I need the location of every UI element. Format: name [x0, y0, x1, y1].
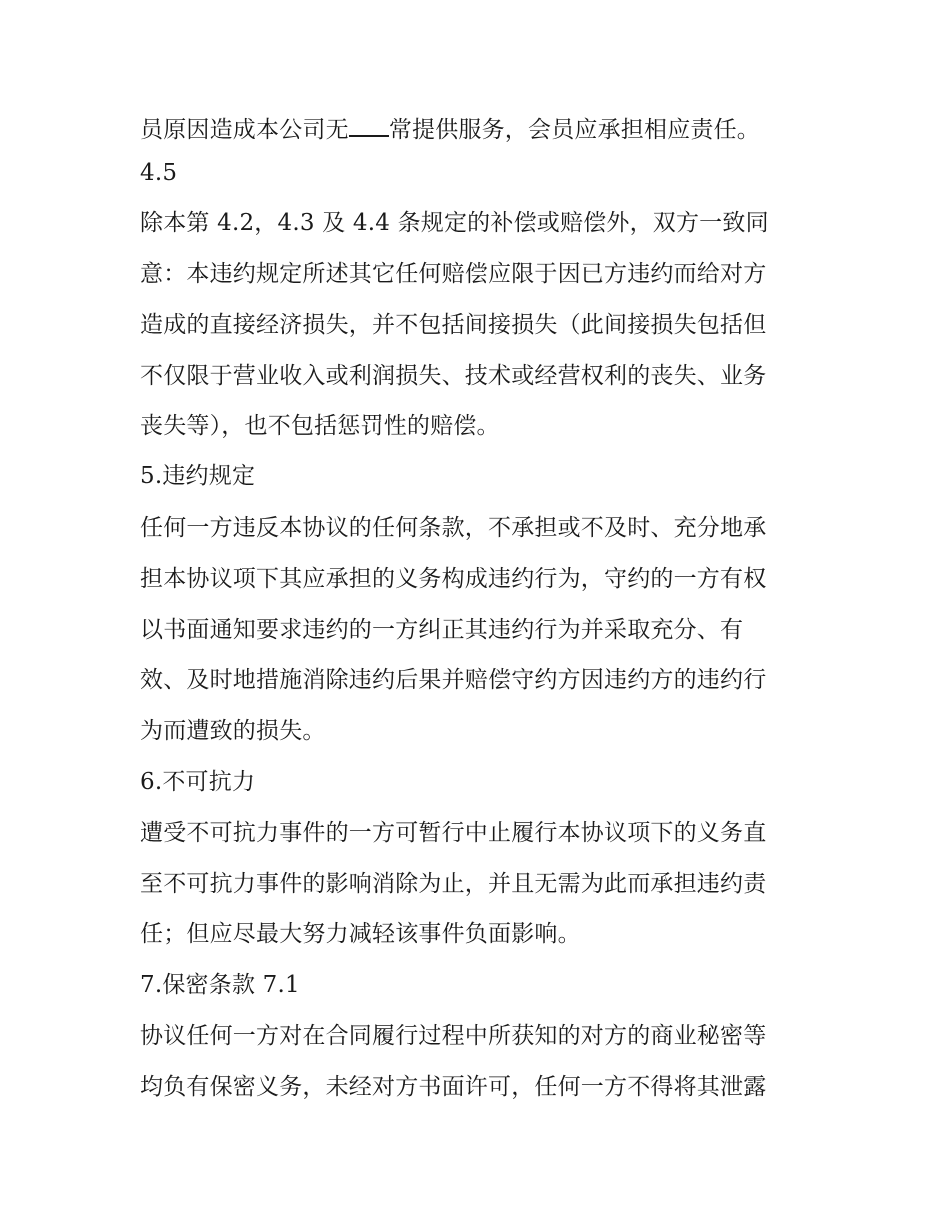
section-heading-6: 6.不可抗力 — [140, 769, 256, 795]
text-line-3: 除本第 4.2，4.3 及 4.4 条规定的补偿或赔偿外，双方一致同 — [140, 210, 769, 236]
fill-in-blank — [349, 115, 389, 137]
text-line-1-part-a: 员原因造成本公司无 — [140, 117, 349, 143]
section-heading-7: 7.保密条款 7.1 — [140, 972, 300, 998]
text-line-15: 遭受不可抗力事件的一方可暂行中止履行本协议项下的义务直 — [140, 820, 767, 846]
text-line-5: 造成的直接经济损失，并不包括间接损失（此间接损失包括但 — [140, 312, 767, 338]
text-line-17: 任；但应尽最大努力减轻该事件负面影响。 — [140, 921, 581, 947]
text-line-6: 不仅限于营业收入或利润损失、技术或经营权利的丧失、业务 — [140, 363, 767, 389]
clause-number-4-5: 4.5 — [140, 160, 178, 186]
text-line-12: 效、及时地措施消除违约后果并赔偿守约方因违约方的违约行 — [140, 667, 767, 693]
text-line-10: 担本协议项下其应承担的义务构成违约行为，守约的一方有权 — [140, 566, 767, 592]
text-line-7: 丧失等），也不包括惩罚性的赔偿。 — [140, 413, 500, 439]
text-line-16: 至不可抗力事件的影响消除为止，并且无需为此而承担违约责 — [140, 871, 767, 897]
text-line-19: 协议任何一方对在合同履行过程中所获知的对方的商业秘密等 — [140, 1023, 767, 1049]
text-line-20: 均负有保密义务，未经对方书面许可，任何一方不得将其泄露 — [140, 1074, 767, 1100]
section-heading-5: 5.违约规定 — [140, 463, 256, 489]
text-line-13: 为而遭致的损失。 — [140, 718, 326, 744]
text-line-9: 任何一方违反本协议的任何条款，不承担或不及时、充分地承 — [140, 515, 767, 541]
text-line-4: 意：本违约规定所述其它任何赔偿应限于因已方违约而给对方 — [140, 261, 767, 287]
text-line-1-part-b: 常提供服务，会员应承担相应责任。 — [388, 117, 761, 143]
text-line-11: 以书面通知要求违约的一方纠正其违约行为并采取充分、有 — [140, 617, 744, 643]
text-line-1 — [140, 114, 830, 146]
